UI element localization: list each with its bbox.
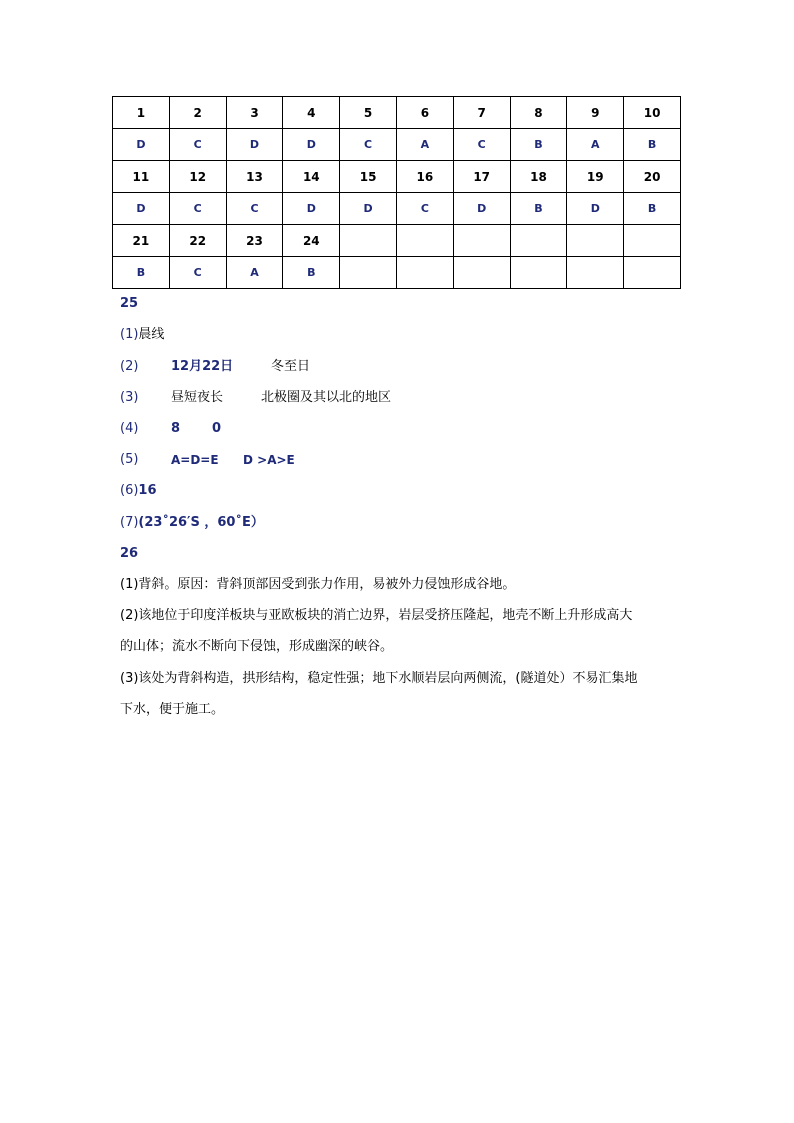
q25-part4-answer-b: 0 (212, 421, 222, 436)
question-number-cell: 20 (624, 161, 681, 193)
q25-part4 (120, 421, 320, 437)
question-number-cell: 6 (396, 97, 453, 129)
answer-cell: D (113, 129, 170, 161)
answer-cell: D (340, 193, 397, 225)
q25-part5-label: (5) (120, 452, 139, 467)
answer-cell: C (169, 257, 226, 289)
q25-part3-label: (3) (120, 390, 139, 405)
question-number-cell: 22 (169, 225, 226, 257)
q25-part2-answer-b: 冬至日 (271, 359, 311, 374)
q25-number: 25 (120, 296, 139, 311)
answer-cell: B (283, 257, 340, 289)
q25-part2-label: (2) (120, 359, 139, 374)
question-number-cell: 13 (226, 161, 283, 193)
question-number-cell: 8 (510, 97, 567, 129)
answer-table-body (113, 97, 681, 289)
answer-cell: D (283, 193, 340, 225)
answer-cell: A (226, 257, 283, 289)
q26-part2-line2: 的山体；流水不断向下侵蚀，形成幽深的峡谷。 (120, 639, 394, 654)
question-number-cell (453, 225, 510, 257)
question-number-cell: 15 (340, 161, 397, 193)
answer-cell (453, 257, 510, 289)
question-number-cell: 21 (113, 225, 170, 257)
question-number-row (113, 161, 681, 193)
answer-cell (340, 257, 397, 289)
q26-part3-line2: 下水，便于施工。 (120, 702, 225, 717)
question-number-cell: 14 (283, 161, 340, 193)
answer-cell (624, 257, 681, 289)
answer-cell: C (169, 193, 226, 225)
answer-cell: B (510, 129, 567, 161)
q25-part3-answer-b: 北极圈及其以北的地区 (261, 390, 392, 405)
q25-part7 (120, 515, 264, 531)
q25-part7-text: (23˚26′S ，60˚E） (138, 515, 264, 530)
question-number-cell (340, 225, 397, 257)
q25-part5-answer-b: D >A>E (243, 453, 295, 467)
question-number-cell: 2 (169, 97, 226, 129)
q25-part1-text: 晨线 (138, 327, 165, 342)
question-number-cell: 5 (340, 97, 397, 129)
q25-part5-answer-a: A=D=E (171, 453, 219, 467)
answer-cell (396, 257, 453, 289)
answer-cell: D (113, 193, 170, 225)
q25-part6 (120, 483, 157, 499)
answer-table (112, 96, 681, 289)
question-number-cell (510, 225, 567, 257)
question-number-cell (567, 225, 624, 257)
question-number-cell: 18 (510, 161, 567, 193)
q25-part6-label: (6) (120, 483, 139, 498)
answer-cell: B (624, 129, 681, 161)
question-number-cell: 10 (624, 97, 681, 129)
question-number-cell: 9 (567, 97, 624, 129)
answer-cell: A (396, 129, 453, 161)
q26-part1: (1)背斜。原因：背斜顶部因受到张力作用，易被外力侵蚀形成谷地。 (120, 577, 516, 592)
question-number-cell: 17 (453, 161, 510, 193)
q25-part7-label: (7) (120, 515, 139, 530)
question-number-cell: 7 (453, 97, 510, 129)
q25-part4-answer-a: 8 (171, 421, 181, 436)
question-number-cell: 23 (226, 225, 283, 257)
answer-cell: B (624, 193, 681, 225)
answer-cell: C (169, 129, 226, 161)
answer-cell: C (226, 193, 283, 225)
question-number-cell (396, 225, 453, 257)
q25-part2-answer-a: 12月22日 (171, 359, 234, 374)
answer-cell: D (453, 193, 510, 225)
q26-part2-line1: (2)该地位于印度洋板块与亚欧板块的消亡边界，岩层受挤压隆起，地壳不断上升形成高大 (120, 608, 633, 623)
question-number-cell: 12 (169, 161, 226, 193)
answer-cell (567, 257, 624, 289)
question-number-cell: 19 (567, 161, 624, 193)
q25-part1 (120, 327, 164, 343)
q25-part3 (120, 390, 520, 406)
answer-row (113, 129, 681, 161)
answer-cell (510, 257, 567, 289)
question-number-cell (624, 225, 681, 257)
question-number-cell: 1 (113, 97, 170, 129)
answer-cell: B (113, 257, 170, 289)
q26-number: 26 (120, 546, 139, 561)
q25-part3-answer-a: 昼短夜长 (171, 390, 224, 405)
question-number-cell: 16 (396, 161, 453, 193)
answer-cell: B (510, 193, 567, 225)
q26-part3-line1: (3)该处为背斜构造，拱形结构，稳定性强；地下水顺岩层向两侧流，(隧道处）不易汇集地 (120, 671, 638, 686)
answer-cell: D (226, 129, 283, 161)
q25-part1-label: (1) (120, 327, 139, 342)
question-number-cell: 4 (283, 97, 340, 129)
q25-part2 (120, 359, 420, 375)
answer-cell: D (283, 129, 340, 161)
answer-cell: A (567, 129, 624, 161)
q25-part6-text: 16 (138, 483, 157, 498)
question-number-cell: 3 (226, 97, 283, 129)
question-number-cell: 24 (283, 225, 340, 257)
answer-row (113, 193, 681, 225)
answer-cell: C (396, 193, 453, 225)
question-number-row (113, 97, 681, 129)
q25-part4-label: (4) (120, 421, 139, 436)
answer-cell: D (567, 193, 624, 225)
question-number-row (113, 225, 681, 257)
answer-cell: C (340, 129, 397, 161)
q25-part5 (120, 452, 420, 468)
answer-row (113, 257, 681, 289)
answer-cell: C (453, 129, 510, 161)
question-number-cell: 11 (113, 161, 170, 193)
